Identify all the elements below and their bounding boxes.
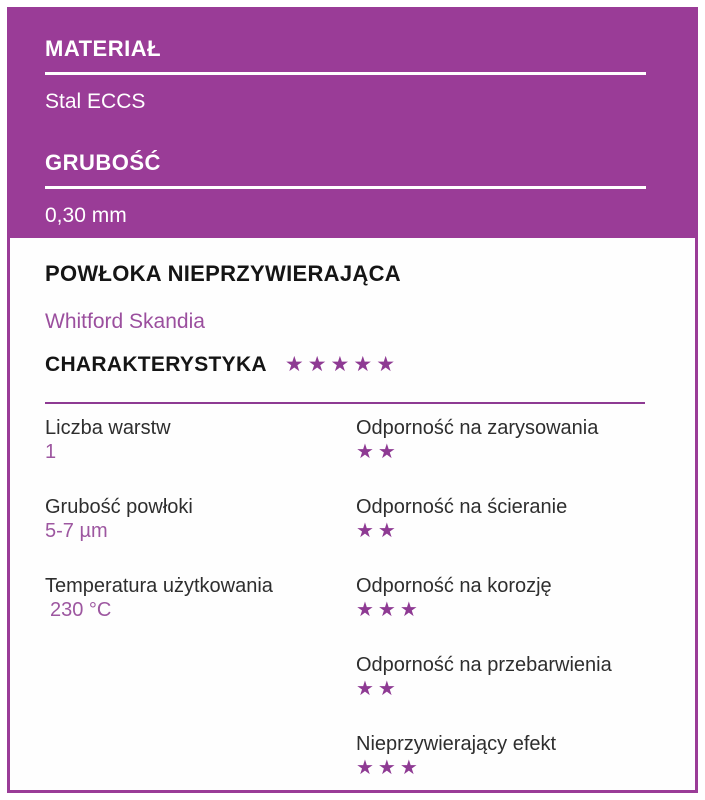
coating-title: POWŁOKA NIEPRZYWIERAJĄCA <box>45 261 401 286</box>
property-label: Liczba warstw <box>45 417 171 439</box>
characteristics-row <box>45 352 645 378</box>
material-value: Stal ECCS <box>45 90 146 113</box>
rating-row <box>356 574 645 622</box>
coating-section <box>10 238 695 780</box>
material-section <box>45 36 646 114</box>
star-rating: ★★★ <box>356 757 422 779</box>
thickness-section <box>45 150 646 228</box>
coating-brand-name: Whitford Skandia <box>45 310 205 333</box>
rating-label: Odporność na korozję <box>356 575 552 597</box>
characteristics-star-rating: ★★★★★ <box>284 353 400 376</box>
rating-row <box>356 732 645 780</box>
property-value: 1 <box>45 441 57 463</box>
star-rating: ★★ <box>356 441 400 463</box>
rating-row <box>356 653 645 701</box>
properties-grid <box>45 416 645 780</box>
characteristics-label: CHARAKTERYSTYKA <box>45 353 267 376</box>
rating-label: Odporność na zarysowania <box>356 417 599 439</box>
section-divider <box>45 402 645 404</box>
rating-row <box>356 495 645 543</box>
spec-header <box>10 10 695 238</box>
star-rating: ★★ <box>356 520 400 542</box>
property-value: 230 °C <box>50 599 112 621</box>
product-spec-card <box>7 7 698 793</box>
thickness-label: GRUBOŚĆ <box>45 150 161 175</box>
property-row <box>45 574 356 622</box>
star-rating: ★★★ <box>356 599 422 621</box>
thickness-value: 0,30 mm <box>45 204 127 227</box>
property-label: Temperatura użytkowania <box>45 575 273 597</box>
rating-row <box>356 416 645 464</box>
property-label: Grubość powłoki <box>45 496 193 518</box>
property-row <box>45 495 356 543</box>
property-value: 5-7 µm <box>45 520 108 542</box>
material-label: MATERIAŁ <box>45 36 162 61</box>
rating-label: Nieprzywierający efekt <box>356 733 557 755</box>
star-rating: ★★ <box>356 678 400 700</box>
thickness-divider <box>45 186 646 189</box>
material-divider <box>45 72 646 75</box>
property-row <box>45 416 356 464</box>
rating-label: Odporność na ścieranie <box>356 496 568 518</box>
rating-label: Odporność na przebarwienia <box>356 654 612 676</box>
